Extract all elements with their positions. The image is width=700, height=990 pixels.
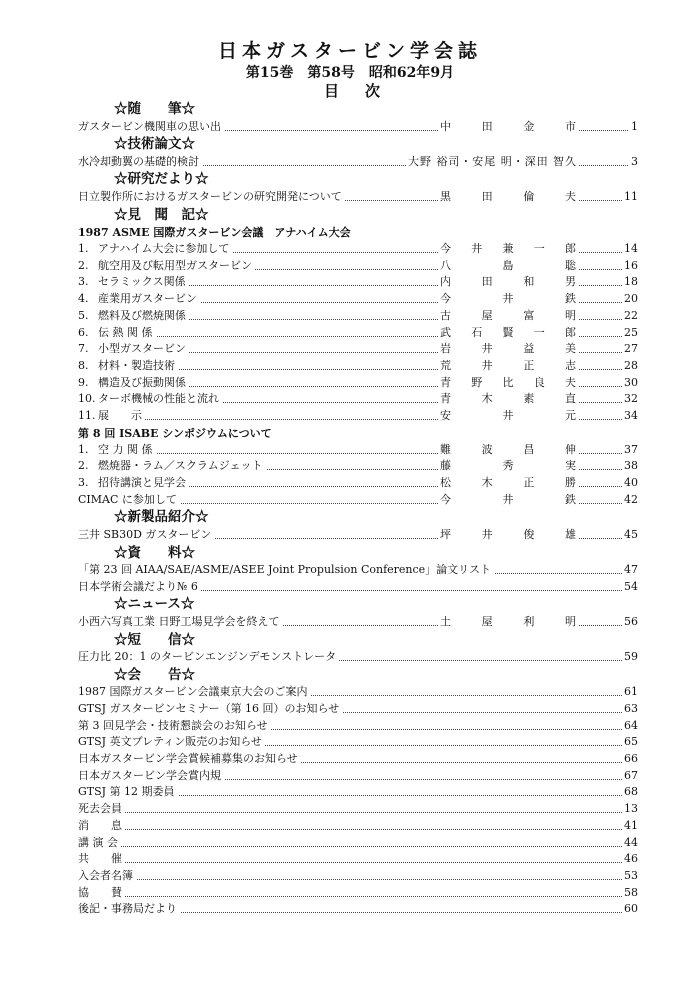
entry-number: 8. bbox=[78, 358, 89, 372]
section-heading: ☆見 聞 記☆ bbox=[114, 206, 209, 223]
leader-dots bbox=[78, 812, 638, 813]
toc-entry[interactable] bbox=[78, 784, 638, 801]
entry-author: 今井兼一郎 bbox=[438, 241, 578, 258]
entry-author: 青野比良夫 bbox=[438, 375, 578, 392]
entry-title-text: 「第 23 回 AIAA/SAE/ASME/ASEE Joint Propulsion Conference」論文リスト bbox=[78, 563, 491, 577]
entry-page: 40 bbox=[622, 475, 638, 492]
entry-title bbox=[78, 768, 224, 785]
entry-title bbox=[78, 442, 156, 459]
entry-page: 28 bbox=[622, 358, 638, 375]
entry-author: 土屋利明 bbox=[438, 614, 578, 631]
entry-title-text: 三井 SB30D ガスタービン bbox=[78, 527, 212, 541]
entry-title-text: GTSJ 第 12 期委員 bbox=[78, 785, 175, 799]
entry-title-text: 日本ガスタービン学会賞候補募集のお知らせ bbox=[78, 752, 298, 766]
entry-number: 3. bbox=[78, 476, 89, 489]
section-heading: ☆研究だより☆ bbox=[114, 171, 209, 188]
entry-author: 古屋富明 bbox=[438, 308, 578, 325]
entry-author: 今井鉄 bbox=[438, 492, 578, 509]
leader-dots bbox=[78, 862, 638, 863]
entry-page: 16 bbox=[622, 258, 638, 275]
entry-title bbox=[78, 258, 255, 275]
entry-title bbox=[78, 684, 311, 701]
toc-entry[interactable] bbox=[78, 358, 638, 375]
entry-page: 45 bbox=[622, 527, 638, 544]
volume-line: 第15巻 第58号 昭和62年9月 bbox=[245, 65, 455, 81]
entry-title bbox=[78, 291, 200, 308]
toc-entry[interactable] bbox=[78, 649, 638, 666]
entry-number: 10. bbox=[78, 392, 96, 406]
toc-section bbox=[78, 544, 638, 563]
entry-title bbox=[78, 358, 178, 375]
entry-title bbox=[78, 868, 136, 885]
entry-page: 46 bbox=[622, 851, 638, 868]
toc-entry[interactable] bbox=[78, 835, 638, 852]
entry-page: 54 bbox=[622, 579, 638, 596]
toc-entry[interactable] bbox=[78, 341, 638, 358]
entry-title-text: 第 3 回見学会・技術懇談会のお知らせ bbox=[78, 718, 268, 732]
toc-entry[interactable] bbox=[78, 718, 638, 735]
entry-title bbox=[78, 408, 145, 425]
entry-title-text: アナハイム大会に参加して bbox=[98, 242, 230, 256]
entry-page: 47 bbox=[622, 562, 638, 579]
entry-author: 内田和男 bbox=[438, 274, 578, 291]
entry-title-text: 伝 熱 関 係 bbox=[98, 325, 153, 339]
entry-title bbox=[78, 341, 189, 358]
entry-title bbox=[78, 492, 180, 509]
entry-page: 53 bbox=[622, 868, 638, 885]
entry-title-text: 小型ガスタービン bbox=[98, 342, 186, 356]
toc-heading: 目次 bbox=[323, 82, 406, 100]
entry-number: 2. bbox=[78, 258, 89, 272]
entry-title-text: 講 演 会 bbox=[78, 835, 118, 849]
entry-title-text: 産業用ガスタービン bbox=[98, 292, 197, 306]
section-heading: ☆随 筆☆ bbox=[114, 101, 195, 117]
entry-author: 藤秀実 bbox=[438, 458, 578, 475]
entry-title bbox=[78, 614, 283, 631]
toc-entry[interactable] bbox=[78, 308, 638, 325]
entry-title bbox=[78, 579, 201, 596]
entry-number: 1. bbox=[78, 442, 89, 456]
entry-number: 3. bbox=[78, 275, 89, 289]
entry-title bbox=[78, 784, 178, 801]
toc-entry[interactable] bbox=[78, 579, 638, 596]
entry-author: 難波昌伸 bbox=[438, 442, 578, 459]
entry-title-text: 展 示 bbox=[98, 408, 142, 422]
entry-title bbox=[78, 475, 189, 492]
section-heading: ☆短 信☆ bbox=[114, 631, 195, 648]
entry-page: 13 bbox=[622, 801, 638, 818]
toc-entry[interactable] bbox=[78, 901, 638, 918]
entry-page: 27 bbox=[622, 341, 638, 358]
toc-entry[interactable] bbox=[78, 189, 638, 206]
entry-title-text: 日立製作所におけるガスタービンの研究開発について bbox=[78, 189, 342, 203]
toc-section bbox=[78, 170, 638, 189]
entry-number: 1. bbox=[78, 242, 89, 256]
entry-page: 14 bbox=[622, 241, 638, 258]
entry-title bbox=[78, 119, 224, 136]
toc-section bbox=[78, 595, 638, 614]
entry-author: 今井鉄 bbox=[438, 291, 578, 308]
toc-section bbox=[78, 666, 638, 685]
entry-title-text: ターボ機械の性能と流れ bbox=[98, 392, 219, 406]
entry-title bbox=[78, 701, 342, 718]
entry-page: 61 bbox=[622, 684, 638, 701]
toc-entry[interactable] bbox=[78, 851, 638, 868]
entry-title-text: 水冷却動翼の基礎的検討 bbox=[78, 154, 199, 168]
entry-title bbox=[78, 308, 189, 325]
entry-author: 八島聡 bbox=[438, 258, 578, 275]
toc-entry[interactable] bbox=[78, 684, 638, 701]
entry-title bbox=[78, 458, 266, 475]
entry-page: 11 bbox=[622, 189, 638, 206]
entry-page: 22 bbox=[622, 308, 638, 325]
entry-page: 30 bbox=[622, 375, 638, 392]
entry-page: 18 bbox=[622, 274, 638, 291]
entry-page: 38 bbox=[622, 458, 638, 475]
entry-title-text: GTSJ ガスタービンセミナー（第 16 回）のお知らせ bbox=[78, 702, 340, 715]
entry-title-text: 日本ガスタービン学会賞内規 bbox=[78, 768, 221, 782]
entry-page: 58 bbox=[622, 885, 638, 902]
toc-entry[interactable] bbox=[78, 325, 638, 342]
section-heading: ☆会 告☆ bbox=[114, 666, 195, 683]
toc-entry[interactable] bbox=[78, 241, 638, 258]
entry-title-text: 協 賛 bbox=[78, 885, 122, 899]
entry-page: 34 bbox=[622, 408, 638, 425]
entry-page: 20 bbox=[622, 291, 638, 308]
toc-entry[interactable] bbox=[78, 154, 638, 171]
toc-entry[interactable] bbox=[78, 475, 638, 492]
entry-title bbox=[78, 375, 189, 392]
entry-title bbox=[78, 751, 301, 768]
entry-page: 41 bbox=[622, 818, 638, 835]
entry-title-text: 圧力比 20：1 のタービンエンジンデモンストレータ bbox=[78, 650, 337, 664]
entry-page: 42 bbox=[622, 492, 638, 509]
toc-entry[interactable] bbox=[78, 458, 638, 475]
entry-page: 44 bbox=[622, 835, 638, 852]
toc-section bbox=[78, 100, 638, 119]
entry-title-text: CIMAC に参加して bbox=[78, 492, 177, 506]
toc-subsection bbox=[78, 425, 638, 442]
entry-title-text: 招待講演と見学会 bbox=[98, 476, 186, 489]
entry-number: 6. bbox=[78, 325, 89, 339]
entry-page: 32 bbox=[622, 391, 638, 408]
toc-section bbox=[78, 631, 638, 650]
entry-title-text: 空 力 関 係 bbox=[98, 442, 153, 456]
toc-entry[interactable] bbox=[78, 375, 638, 392]
entry-title bbox=[78, 527, 214, 544]
entry-author: 松木正勝 bbox=[438, 475, 578, 492]
toc-section bbox=[78, 206, 638, 225]
toc-entry[interactable] bbox=[78, 614, 638, 631]
entry-number: 2. bbox=[78, 459, 89, 473]
toc-entry[interactable] bbox=[78, 768, 638, 785]
entry-number: 9. bbox=[78, 375, 89, 389]
entry-page: 65 bbox=[622, 734, 638, 751]
entry-title bbox=[78, 649, 339, 666]
toc-entry[interactable] bbox=[78, 119, 638, 136]
leader-dots bbox=[78, 829, 638, 830]
entry-title-text: 構造及び振動関係 bbox=[98, 375, 186, 389]
entry-title bbox=[78, 901, 180, 918]
entry-title-text: 消 息 bbox=[78, 818, 122, 832]
section-heading: ☆技術論文☆ bbox=[114, 136, 195, 153]
entry-author: 大野 裕司・安尾 明・深田 智久 bbox=[406, 154, 578, 171]
entry-number: 4. bbox=[78, 292, 89, 306]
toc-entry[interactable] bbox=[78, 258, 638, 275]
entry-title-text: セラミックス関係 bbox=[98, 275, 186, 289]
entry-author: 中田金市 bbox=[438, 119, 578, 136]
section-heading: ☆資 料☆ bbox=[114, 544, 195, 561]
entry-title bbox=[78, 325, 156, 342]
entry-title-text: 共 催 bbox=[78, 852, 122, 866]
toc-entry[interactable] bbox=[78, 562, 638, 579]
entry-page: 64 bbox=[622, 718, 638, 735]
entry-title-text: GTSJ 英文ブレティン販売のお知らせ bbox=[78, 735, 262, 749]
entry-title-text: 材料・製造技術 bbox=[98, 358, 175, 372]
section-heading: ☆ニュース☆ bbox=[114, 596, 195, 613]
toc-entry[interactable] bbox=[78, 801, 638, 818]
entry-page: 1 bbox=[629, 119, 638, 136]
entry-title bbox=[78, 154, 202, 171]
entry-author: 坪井俊雄 bbox=[438, 527, 578, 544]
toc-entry[interactable] bbox=[78, 527, 638, 544]
entry-title bbox=[78, 734, 265, 751]
leader-dots bbox=[78, 846, 638, 847]
table-of-contents bbox=[78, 100, 638, 918]
entry-number: 11. bbox=[78, 408, 96, 422]
toc-entry[interactable] bbox=[78, 751, 638, 768]
entry-number: 5. bbox=[78, 308, 89, 322]
subsection-heading: 1987 ASME 国際ガスタービン会議 アナハイム大会 bbox=[78, 226, 351, 240]
entry-author: 荒井正志 bbox=[438, 358, 578, 375]
entry-title bbox=[78, 189, 345, 206]
entry-title-text: 入会者名簿 bbox=[78, 868, 133, 882]
entry-author: 青木素直 bbox=[438, 391, 578, 408]
toc-entry[interactable] bbox=[78, 818, 638, 835]
entry-title-text: 燃料及び燃焼関係 bbox=[98, 308, 186, 322]
entry-title-text: 死去会員 bbox=[78, 802, 122, 816]
entry-title-text: 後記・事務局だより bbox=[78, 902, 177, 916]
toc-entry[interactable] bbox=[78, 868, 638, 885]
entry-title-text: ガスタービン機関車の思い出 bbox=[78, 119, 221, 133]
entry-author: 黒田倫夫 bbox=[438, 189, 578, 206]
entry-title bbox=[78, 241, 232, 258]
journal-header bbox=[0, 40, 700, 100]
entry-number: 7. bbox=[78, 342, 89, 356]
toc-entry[interactable] bbox=[78, 492, 638, 509]
subsection-heading: 第 8 回 ISABE シンポジウムについて bbox=[78, 426, 272, 440]
toc-entry[interactable] bbox=[78, 442, 638, 459]
entry-title-text: 小西六写真工業 日野工場見学会を終えて bbox=[78, 614, 280, 628]
entry-title bbox=[78, 851, 125, 868]
entry-title bbox=[78, 818, 125, 835]
journal-title: 日本ガスタービン学会誌 bbox=[217, 40, 482, 62]
entry-title bbox=[78, 274, 189, 291]
toc-entry[interactable] bbox=[78, 408, 638, 425]
entry-page: 25 bbox=[622, 325, 638, 342]
entry-title bbox=[78, 718, 271, 735]
toc-entry[interactable] bbox=[78, 885, 638, 902]
entry-author: 安井元 bbox=[438, 408, 578, 425]
entry-page: 60 bbox=[622, 901, 638, 918]
entry-title bbox=[78, 885, 125, 902]
toc-section bbox=[78, 508, 638, 527]
entry-title-text: 航空用及び転用型ガスタービン bbox=[98, 258, 252, 272]
entry-page: 3 bbox=[629, 154, 638, 171]
entry-title-text: 日本学術会議だより№ 6 bbox=[78, 579, 198, 593]
entry-page: 68 bbox=[622, 784, 638, 801]
toc-entry[interactable] bbox=[78, 701, 638, 718]
entry-author: 岩井益美 bbox=[438, 341, 578, 358]
toc-entry[interactable] bbox=[78, 274, 638, 291]
entry-title bbox=[78, 391, 222, 408]
entry-page: 37 bbox=[622, 442, 638, 459]
entry-title bbox=[78, 801, 125, 818]
toc-section bbox=[78, 135, 638, 154]
toc-entry[interactable] bbox=[78, 734, 638, 751]
entry-page: 66 bbox=[622, 751, 638, 768]
toc-entry[interactable] bbox=[78, 391, 638, 408]
entry-title-text: 燃焼器・ラム／スクラムジェット bbox=[98, 459, 263, 473]
entry-page: 63 bbox=[622, 701, 638, 718]
toc-subsection bbox=[78, 224, 638, 241]
toc-entry[interactable] bbox=[78, 291, 638, 308]
entry-author: 武石賢一郎 bbox=[438, 325, 578, 342]
entry-page: 67 bbox=[622, 768, 638, 785]
leader-dots bbox=[78, 896, 638, 897]
entry-title bbox=[78, 562, 494, 579]
leader-dots bbox=[78, 879, 638, 880]
entry-page: 59 bbox=[622, 649, 638, 666]
entry-title bbox=[78, 835, 121, 852]
entry-title-text: 1987 国際ガスタービン会議東京大会のご案内 bbox=[78, 685, 308, 699]
section-heading: ☆新製品紹介☆ bbox=[114, 509, 209, 526]
entry-page: 56 bbox=[622, 614, 638, 631]
